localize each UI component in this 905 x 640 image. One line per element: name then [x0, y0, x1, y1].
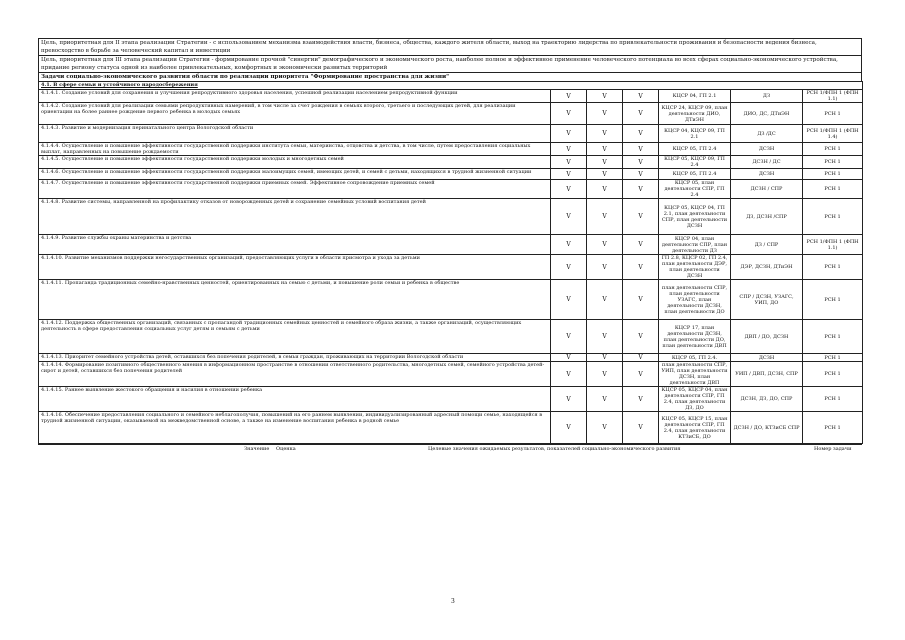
indicators: РСН 1	[803, 412, 863, 444]
responsible-executors: ДСЗН	[731, 354, 803, 362]
task-description: 4.1.4.4. Осуществление и повышение эффективности государственной поддержки института семьи, материнства, отцовства и детства, в том числе, путем предоставления социальных выплат, направленных на повышение рождаемости	[39, 143, 551, 156]
table-row	[39, 235, 863, 255]
task-description: 4.1.4.3. Развитие и модернизация перинатального центра Вологодской области	[39, 125, 551, 143]
task-description: 4.1.4.1. Создание условий для сохранения и улучшения репродуктивного здоровья населения, успешной реализации населением репродуктивной функции	[39, 90, 551, 103]
responsible-executors: СПР / ДСЗН, УЗАГС, УИП, ДО	[731, 280, 803, 320]
program-documents: КЦСР 05, КЦСР 09, ГП 2.4	[659, 156, 731, 169]
check-stage-1: V	[551, 255, 587, 280]
task-description: 4.1.4.10. Развитие механизмов поддержки негосударственных организаций, предоставляющих услуги в области присмотра и ухода за детьми	[39, 255, 551, 280]
check-stage-1: V	[551, 125, 587, 143]
program-documents: КЦСР 17, план деятельности ДСЗН, план деятельности ДО, план деятельности ДВП	[659, 320, 731, 354]
responsible-executors: ДСЗН	[731, 143, 803, 156]
check-stage-1: V	[551, 320, 587, 354]
check-stage-2: V	[587, 143, 623, 156]
check-stage-1: V	[551, 354, 587, 362]
check-stage-1: V	[551, 387, 587, 412]
program-documents: КЦСР 05, КЦСР 04, план деятельности СПР, ГП 2.4, план деятельности ДЗ, ДО	[659, 387, 731, 412]
footer-task-number-label: Номер задачи	[814, 446, 852, 452]
check-stage-2: V	[587, 387, 623, 412]
check-stage-2: V	[587, 156, 623, 169]
indicators: РСН 1/ФПН 1 (ФПН 1.4)	[803, 125, 863, 143]
check-stage-3: V	[623, 280, 659, 320]
table-row	[39, 90, 863, 103]
responsible-executors: ДЗ /ДС	[731, 125, 803, 143]
check-stage-2: V	[587, 169, 623, 180]
check-stage-2: V	[587, 199, 623, 235]
program-documents: КЦСР 05, ГП 2.4	[659, 143, 731, 156]
table-row	[39, 280, 863, 320]
table-row	[39, 156, 863, 169]
check-stage-3: V	[623, 320, 659, 354]
check-stage-1: V	[551, 156, 587, 169]
task-description: 4.1.4.2. Создание условий для реализации семьями репродуктивных намерений, в том числе за счет рождения в семьях второго, третьего и последующих детей, для реализации ориентации на более раннее рождение первого ребенка в молодых семьях	[39, 103, 551, 125]
responsible-executors: УИП / ДВП, ДСЗН, СПР	[731, 362, 803, 387]
goal-stage-3: Цель, приоритетная для III этапа реализации Стратегии - формирование прочной "синергии" демографического и экономического роста, наиболее полное и эффективное применение человеческого потенциала во всех сферах социально-экономического устройства, придание региону статуса одной из наиболее привлекательных, комфортных и экономически развитых территорий	[38, 55, 862, 73]
table-row	[39, 362, 863, 387]
responsible-executors: ДЗ / СПР	[731, 235, 803, 255]
table-row	[39, 387, 863, 412]
section-row	[39, 82, 863, 90]
table-row	[39, 255, 863, 280]
task-description: 4.1.4.7. Осуществление и повышение эффективности государственной поддержки приемных семей. Эффективное сопровождение приемных семей	[39, 180, 551, 199]
indicators: РСН 1/ФПН 1 (ФПН 1.1)	[803, 235, 863, 255]
check-stage-2: V	[587, 255, 623, 280]
program-documents: КЦСР 05, план деятельности СПР, ГП 2.4	[659, 180, 731, 199]
check-stage-2: V	[587, 235, 623, 255]
responsible-executors: ДСЗН, ДЗ, ДО, СПР	[731, 387, 803, 412]
program-documents: ГП 2.8, КЦСР 02, ГП 2.4, план деятельности ДЭР, план деятельности ДСЗН	[659, 255, 731, 280]
check-stage-3: V	[623, 156, 659, 169]
footer-score-label: Оценка	[276, 446, 296, 452]
check-stage-1: V	[551, 412, 587, 444]
check-stage-3: V	[623, 180, 659, 199]
check-stage-3: V	[623, 255, 659, 280]
check-stage-2: V	[587, 412, 623, 444]
indicators: РСН 1	[803, 156, 863, 169]
task-description: 4.1.4.8. Развитие системы, направленной на профилактику отказов от новорожденных детей и сохранение семейных условий воспитания детей	[39, 199, 551, 235]
page-number: 3	[451, 598, 455, 605]
tasks-table	[38, 81, 863, 444]
indicators: РСН 1	[803, 103, 863, 125]
task-description: 4.1.4.11. Пропаганда традиционных семейно-нравственных ценностей, ориентированных на семью с детьми, и повышение роли семьи и ребенка в обществе	[39, 280, 551, 320]
indicators: РСН 1	[803, 320, 863, 354]
check-stage-1: V	[551, 235, 587, 255]
indicators: РСН 1	[803, 280, 863, 320]
table-row	[39, 143, 863, 156]
table-row	[39, 180, 863, 199]
task-description: 4.1.4.12. Поддержка общественных организаций, связанных с пропагандой традиционных семейных ценностей и семейного образа жизни, а также организаций, осуществляющих деятельность в сфере предоставления социальных услуг детям и семьям с детьми	[39, 320, 551, 354]
task-description: 4.1.4.16. Обеспечение предоставления социального и семейного неблагополучия, повышений на его раннем выявлении, индивидуализированный адресный помощи семье, находящейся в трудной жизненной ситуации, оказываемой на межведомственной основе, а также на изменение воспитания ребенка в родной семье	[39, 412, 551, 444]
program-documents: план деятельности СПР, УИП, план деятельности ДСЗН, план деятельности ДВП	[659, 362, 731, 387]
section-title: 4.1. В сфере семьи и устойчивого народосбережения	[39, 82, 863, 90]
check-stage-3: V	[623, 412, 659, 444]
check-stage-1: V	[551, 362, 587, 387]
check-stage-3: V	[623, 103, 659, 125]
program-documents: план деятельности СПР, план деятельности УЗАГС, план деятельности ДСЗН, план деятельности ДО	[659, 280, 731, 320]
table-footer	[38, 444, 862, 455]
table-row	[39, 169, 863, 180]
indicators: РСН 1	[803, 255, 863, 280]
check-stage-2: V	[587, 103, 623, 125]
table-row	[39, 103, 863, 125]
table-row	[39, 199, 863, 235]
task-description: 4.1.4.13. Приоритет семейного устройства детей, оставшихся без попечения родителей, в семьи граждан, проживающих на территории Вологодской области	[39, 354, 551, 362]
responsible-executors: ДВП / ДО, ДСЗН	[731, 320, 803, 354]
check-stage-1: V	[551, 199, 587, 235]
table-row	[39, 320, 863, 354]
check-stage-2: V	[587, 354, 623, 362]
indicators: РСН 1	[803, 387, 863, 412]
program-documents: КЦСР 05, ГП 2.4	[659, 169, 731, 180]
check-stage-2: V	[587, 125, 623, 143]
check-stage-1: V	[551, 90, 587, 103]
check-stage-1: V	[551, 143, 587, 156]
check-stage-3: V	[623, 362, 659, 387]
tasks-title: Задачи социально-экономического развития области по реализации приоритета "Формирование пространства для жизни"	[38, 73, 862, 81]
table-row	[39, 125, 863, 143]
task-description: 4.1.4.6. Осуществление и повышение эффективности государственной поддержки малоимущих семей, имеющих детей, и семей с детьми, находящихся в трудной жизненной ситуации	[39, 169, 551, 180]
indicators: РСН 1	[803, 143, 863, 156]
table-row	[39, 354, 863, 362]
check-stage-3: V	[623, 354, 659, 362]
check-stage-3: V	[623, 235, 659, 255]
program-documents: КЦСР 24, КЦСР 09, план деятельности ДИО, ДТиЭН	[659, 103, 731, 125]
indicators: РСН 1	[803, 199, 863, 235]
table-row	[39, 412, 863, 444]
responsible-executors: ДИО, ДС, ДТиЭН	[731, 103, 803, 125]
check-stage-1: V	[551, 280, 587, 320]
check-stage-2: V	[587, 320, 623, 354]
responsible-executors: ДСЗН / ДО, КТЗиСБ СПР	[731, 412, 803, 444]
program-documents: КЦСР 04, КЦСР 09, ГП 2.1	[659, 125, 731, 143]
responsible-executors: ДСЗН / СПР	[731, 180, 803, 199]
check-stage-1: V	[551, 103, 587, 125]
check-stage-3: V	[623, 199, 659, 235]
indicators: РСН 1	[803, 169, 863, 180]
task-description: 4.1.4.15. Раннее выявление жестокого обращения и насилия в отношении ребенка	[39, 387, 551, 412]
check-stage-1: V	[551, 169, 587, 180]
program-documents: КЦСР 05, КЦСР 04, ГП 2.1, план деятельности СПР, план деятельности ДСЗН	[659, 199, 731, 235]
responsible-executors: ДЭР, ДСЗН, ДТиЭН	[731, 255, 803, 280]
responsible-executors: ДЗ, ДСЗН /СПР	[731, 199, 803, 235]
program-documents: КЦСР 04, план деятельности СПР, план деятельности ДЗ	[659, 235, 731, 255]
responsible-executors: ДСЗН / ДС	[731, 156, 803, 169]
indicators: РСН 1	[803, 362, 863, 387]
check-stage-1: V	[551, 180, 587, 199]
check-stage-3: V	[623, 387, 659, 412]
task-description: 4.1.4.5. Осуществление и повышение эффективности государственной поддержки молодых и многодетных семей	[39, 156, 551, 169]
check-stage-2: V	[587, 90, 623, 103]
check-stage-2: V	[587, 180, 623, 199]
document-sheet	[38, 38, 862, 455]
program-documents: КЦСР 04, ГП 2.1	[659, 90, 731, 103]
check-stage-3: V	[623, 125, 659, 143]
check-stage-3: V	[623, 143, 659, 156]
program-documents: КЦСР 05, ГП 2.4.	[659, 354, 731, 362]
program-documents: КЦСР 05, КЦСР 15, план деятельности СПР, ГП 2.4, план деятельности КТЗиСБ, ДО	[659, 412, 731, 444]
responsible-executors: ДСЗН	[731, 169, 803, 180]
goal-stage-2: Цель, приоритетная для II этапа реализации Стратегии - с использованием механизма взаимодействия власти, бизнеса, общества, каждого жителя области, выход на траекторию лидерства по привлекательности проживания и безопасности ведения бизнеса, превосходство в борьбе за человеческий капитал и инвестиции	[38, 38, 862, 55]
indicators: РСН 1	[803, 354, 863, 362]
responsible-executors: ДЗ	[731, 90, 803, 103]
check-stage-3: V	[623, 90, 659, 103]
task-description: 4.1.4.9. Развитие службы охраны материнства и детства	[39, 235, 551, 255]
footer-indicators-label: Целевые значения ожидаемых результатов, показателей социально-экономического развития	[428, 446, 681, 452]
indicators: РСН 1	[803, 180, 863, 199]
footer-value-label: Значение	[244, 446, 270, 452]
check-stage-3: V	[623, 169, 659, 180]
check-stage-2: V	[587, 362, 623, 387]
task-description: 4.1.4.14. Формирование позитивного общественного мнения в информационном пространстве в отношении ответственного родительства, многодетных семей, семейного устройства детей-сирот и детей, оставшихся без попечения родителей	[39, 362, 551, 387]
check-stage-2: V	[587, 280, 623, 320]
indicators: РСН 1/ФПН 1 (ФПН 1.1)	[803, 90, 863, 103]
